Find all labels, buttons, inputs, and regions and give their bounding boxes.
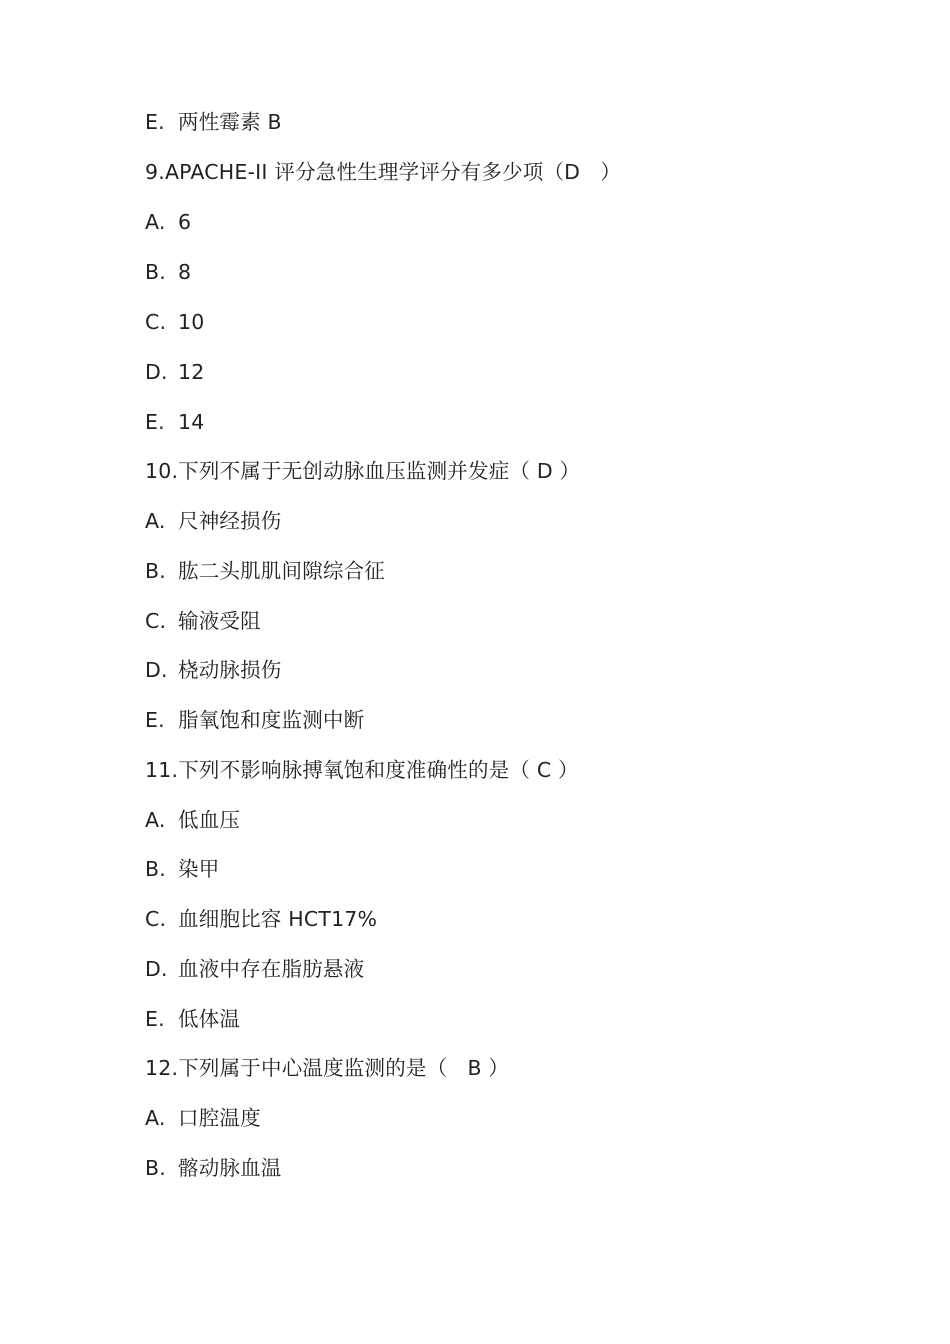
option-text: 尺神经损伤 — [178, 509, 282, 533]
option-line — [145, 557, 385, 585]
option-letter: E. — [145, 410, 165, 434]
option-line — [145, 108, 282, 136]
option-line — [145, 258, 191, 286]
option-line — [145, 706, 364, 734]
option-letter: B. — [145, 559, 166, 583]
option-text: 6 — [178, 210, 192, 234]
option-line — [145, 208, 191, 236]
option-text: 口腔温度 — [178, 1106, 261, 1130]
option-letter: B. — [145, 1156, 166, 1180]
option-letter: E. — [145, 1007, 165, 1031]
option-line — [145, 1104, 261, 1132]
option-letter: C. — [145, 907, 167, 931]
option-letter: A. — [145, 509, 166, 533]
option-line — [145, 607, 261, 635]
question-line — [145, 457, 580, 485]
option-line — [145, 855, 219, 883]
option-text: 脂氧饱和度监测中断 — [178, 708, 365, 732]
question-text: 11.下列不影响脉搏氧饱和度准确性的是（ C ） — [145, 758, 579, 782]
option-letter: A. — [145, 808, 166, 832]
option-text: 血液中存在脂肪悬液 — [178, 957, 365, 981]
option-text: 染甲 — [178, 857, 220, 881]
option-letter: B. — [145, 260, 166, 284]
question-text: 10.下列不属于无创动脉血压监测并发症（ D ） — [145, 459, 581, 483]
option-line — [145, 1154, 282, 1182]
question-line — [145, 756, 579, 784]
option-letter: D. — [145, 360, 168, 384]
option-line — [145, 656, 282, 684]
option-letter: E. — [145, 708, 165, 732]
option-text: 肱二头肌肌间隙综合征 — [178, 559, 385, 583]
question-text: 9.APACHE-II 评分急性生理学评分有多少项（D ） — [145, 160, 622, 184]
question-line — [145, 158, 621, 186]
option-letter: A. — [145, 1106, 166, 1130]
question-text: 12.下列属于中心温度监测的是（ B ） — [145, 1056, 510, 1080]
option-line — [145, 408, 205, 436]
option-text: 输液受阻 — [178, 609, 261, 633]
option-letter: C. — [145, 310, 167, 334]
option-text: 12 — [178, 360, 205, 384]
option-line — [145, 905, 377, 933]
option-line — [145, 358, 205, 386]
option-letter: A. — [145, 210, 166, 234]
question-line — [145, 1054, 509, 1082]
option-line — [145, 806, 240, 834]
option-letter: C. — [145, 609, 167, 633]
option-text: 两性霉素 B — [178, 110, 282, 134]
option-letter: D. — [145, 957, 168, 981]
option-text: 髂动脉血温 — [178, 1156, 282, 1180]
option-letter: D. — [145, 658, 168, 682]
option-text: 10 — [178, 310, 205, 334]
option-text: 低血压 — [178, 808, 241, 832]
option-line — [145, 955, 364, 983]
option-text: 桡动脉损伤 — [178, 658, 282, 682]
option-line — [145, 308, 205, 336]
option-text: 血细胞比容 HCT17% — [178, 907, 378, 931]
option-line — [145, 1005, 240, 1033]
option-letter: E. — [145, 110, 165, 134]
option-text: 14 — [178, 410, 205, 434]
option-letter: B. — [145, 857, 166, 881]
option-line — [145, 507, 282, 535]
option-text: 低体温 — [178, 1007, 241, 1031]
option-text: 8 — [178, 260, 192, 284]
